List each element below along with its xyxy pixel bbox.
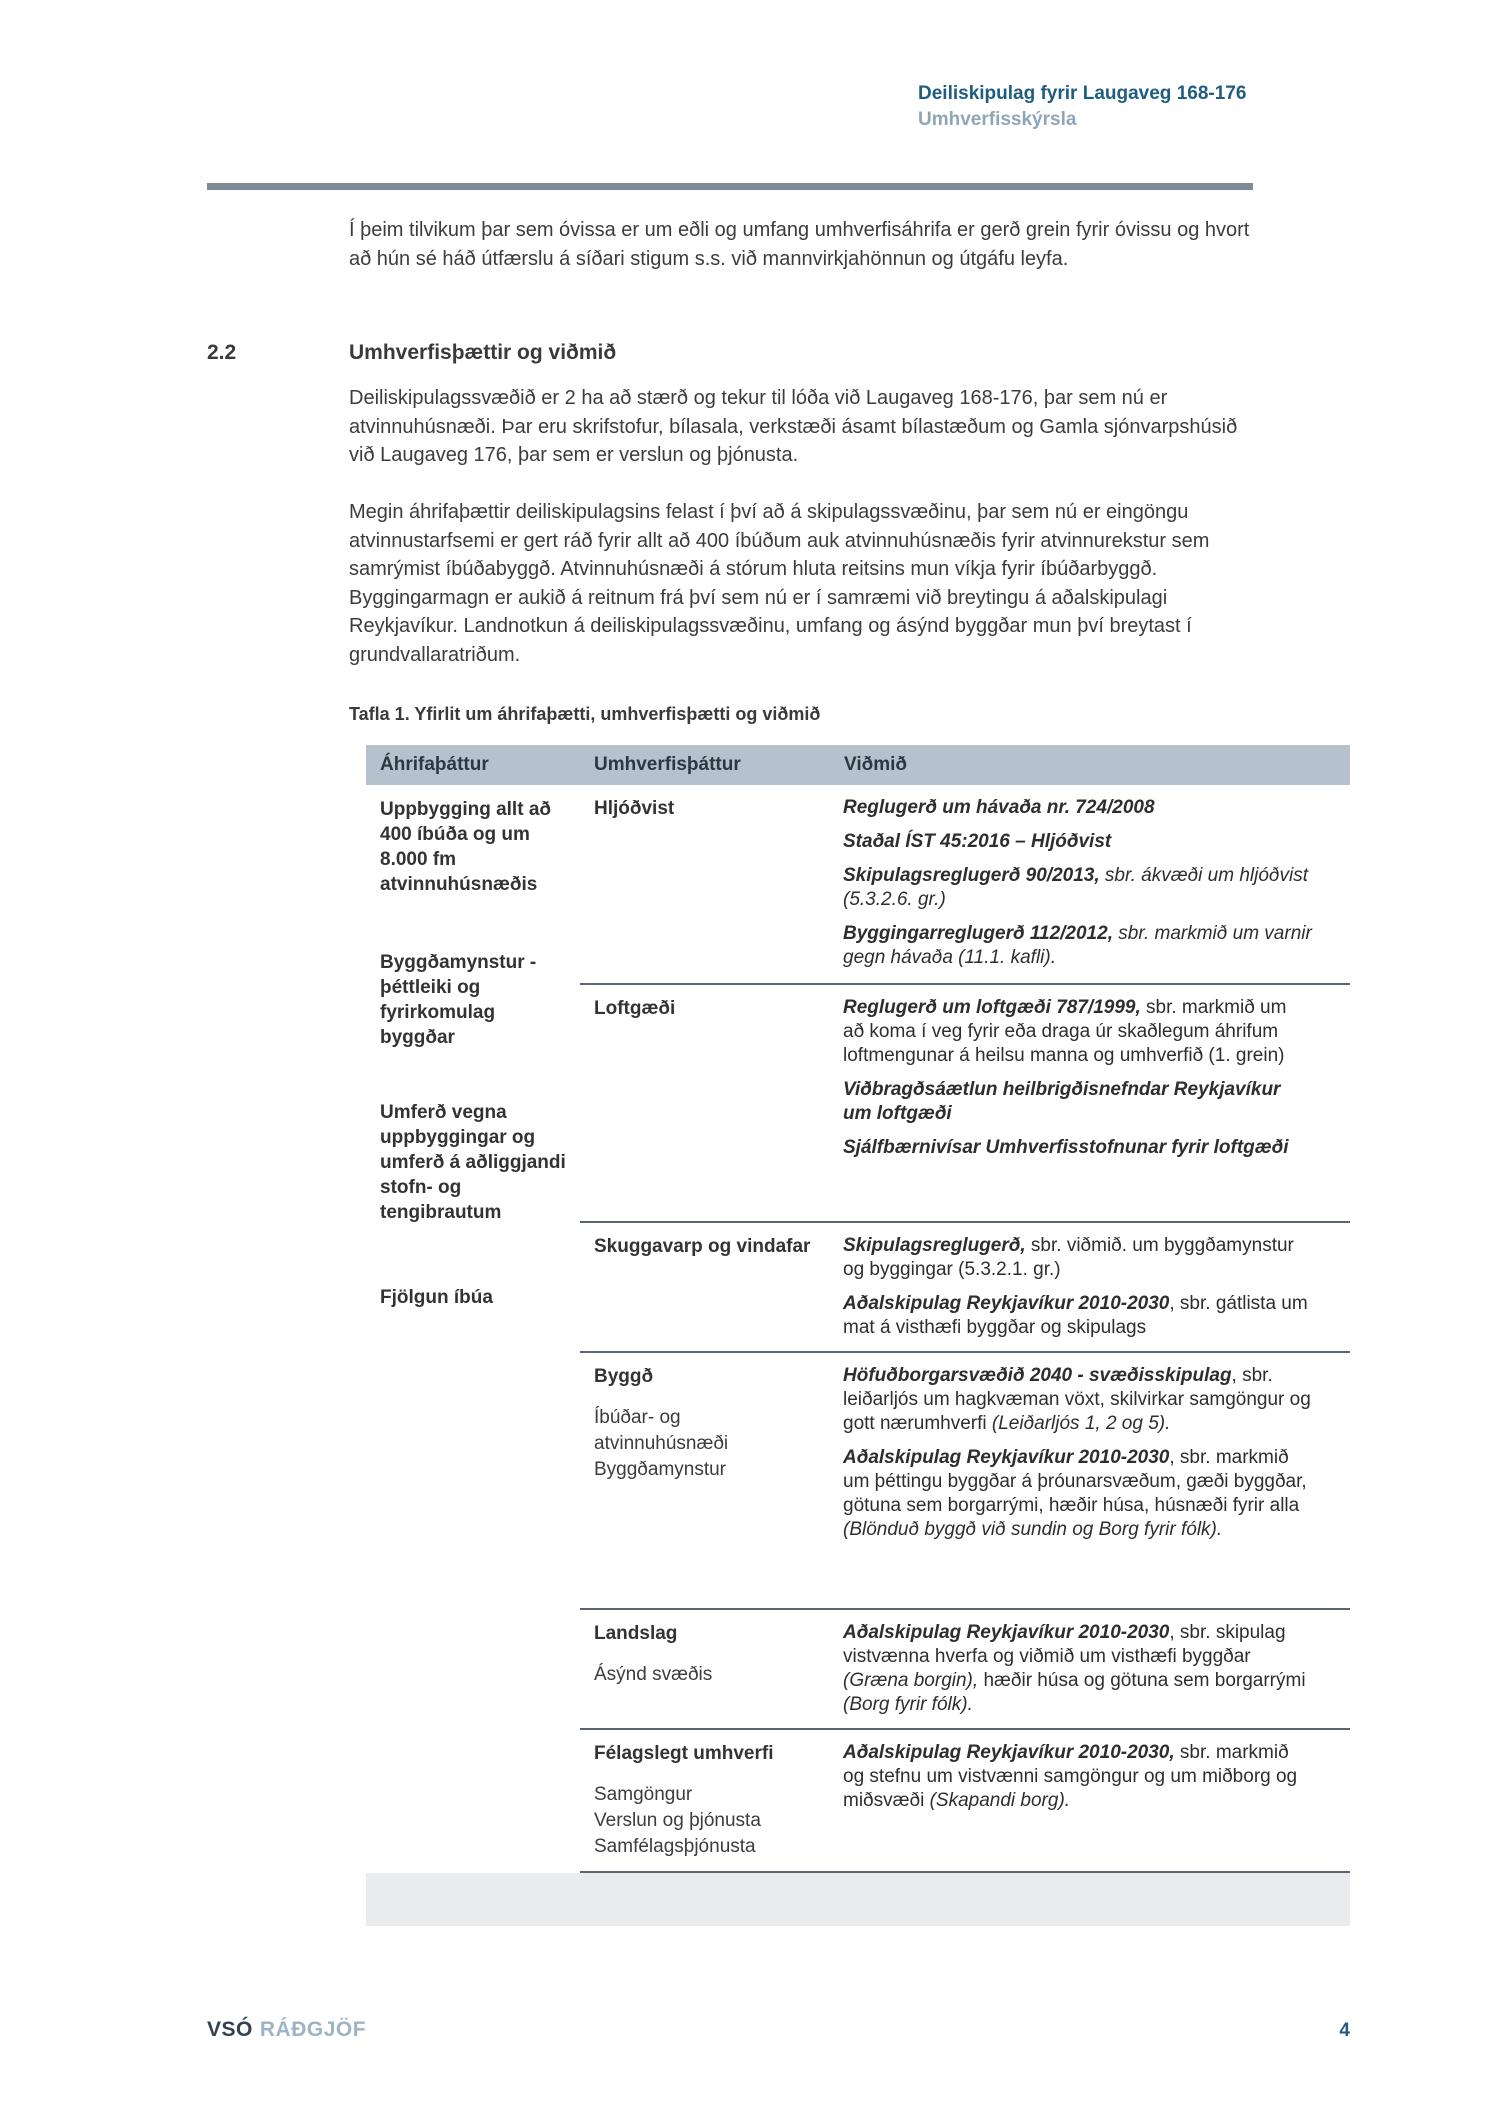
criteria-text-run: sbr. markmið um varnir gegn hávaða (11.1. kafli). xyxy=(843,923,1312,968)
environmental-factor-subline: Ásýnd svæðis xyxy=(594,1664,713,1685)
header-rule xyxy=(207,183,1253,190)
environmental-factor-cell xyxy=(580,1353,830,1608)
criteria-text-run: Aðalskipulag Reykjavíkur 2010-2030 xyxy=(843,1293,1170,1314)
environmental-factor-subline: Verslun og þjónusta xyxy=(594,1810,761,1831)
section-heading xyxy=(207,341,1253,371)
table-row xyxy=(580,985,1350,1223)
criteria-text-run: Reglugerð um hávaða nr. 724/2008 xyxy=(843,797,1155,818)
environmental-factor-subline: Íbúðar- og atvinnuhúsnæði xyxy=(594,1407,729,1454)
environmental-factor-cell xyxy=(580,785,830,983)
environmental-factor-label: Skuggavarp og vindafar xyxy=(594,1236,811,1257)
criteria-text-run: (Blönduð byggð við sundin og Borg fyrir fólk). xyxy=(843,1519,1223,1540)
criteria-text-run: sbr. viðmið. um byggðamynstur og byggingar (5.3.2.1. gr.) xyxy=(843,1235,1294,1280)
table-header-vidmid: Viðmið xyxy=(844,754,907,775)
criteria-text-run: (Borg fyrir fólk). xyxy=(843,1694,973,1715)
environmental-factor-label: Byggð xyxy=(594,1366,654,1387)
table-header-umhverfisthattur: Umhverfisþáttur xyxy=(594,754,741,775)
table-row xyxy=(580,1353,1350,1610)
table-body xyxy=(366,785,1350,1873)
criteria-cell xyxy=(830,1223,1350,1351)
environmental-factor-label: Loftgæði xyxy=(594,998,676,1019)
criteria-paragraph xyxy=(843,830,1312,854)
table-caption: Tafla 1. Yfirlit um áhrifaþætti, umhverfisþætti og viðmið xyxy=(349,704,821,724)
environmental-factor-subline: Samgöngur xyxy=(594,1784,693,1805)
criteria-cell xyxy=(830,785,1350,983)
criteria-paragraph xyxy=(843,1741,1312,1813)
criteria-paragraph xyxy=(843,1234,1312,1282)
criteria-text-run: , sbr. markmið um þéttingu byggðar á þróunarsvæðum, gæði byggðar, götuna sem borgarrými, hæðir húsa, húsnæði fyrir alla xyxy=(843,1447,1307,1516)
environmental-factor-sublabels xyxy=(594,1662,816,1688)
criteria-text-run: Viðbragðsáætlun heilbrigðisnefndar Reykjavíkur um loftgæði xyxy=(843,1079,1281,1124)
criteria-text-run: (Skapandi borg). xyxy=(929,1790,1071,1811)
environmental-factor-label: Félagslegt umhverfi xyxy=(594,1743,774,1764)
criteria-paragraph xyxy=(843,1446,1312,1542)
criteria-text-run: , sbr. leiðarljós um hagkvæman vöxt, skilvirkar samgöngur og gott nærumhverfi xyxy=(843,1365,1311,1434)
criteria-text-run: sbr. ákvæði um hljóðvist (5.3.2.6. gr.) xyxy=(843,865,1308,910)
table-footer-strip xyxy=(366,1873,1350,1926)
header-subtitle: Umhverfisskýrsla xyxy=(918,109,1077,130)
header-title: Deiliskipulag fyrir Laugaveg 168-176 xyxy=(918,83,1247,104)
criteria-text-run: Reglugerð um loftgæði 787/1999, xyxy=(843,997,1141,1018)
table-row xyxy=(580,785,1350,985)
environmental-factor-sublabels xyxy=(594,1782,816,1860)
footer-brand xyxy=(207,2018,366,2042)
criteria-cell xyxy=(830,1610,1350,1728)
criteria-paragraph xyxy=(843,1078,1312,1126)
section-paragraph-1: Deiliskipulagssvæðið er 2 ha að stærð og tekur til lóða við Laugaveg 168-176, þar sem nú er atvinnuhúsnæði. Þar eru skrifstofur, bílasala, verkstæði ásamt bílastæðum og Gamla sjónvarpshúsið við Laugaveg 176, þar sem er verslun og þjónusta. xyxy=(349,387,1238,466)
criteria-paragraph xyxy=(843,1621,1312,1717)
criteria-cell xyxy=(830,1730,1350,1871)
criteria-paragraph xyxy=(843,1136,1312,1160)
environmental-factor-cell xyxy=(580,1610,830,1728)
table-row xyxy=(580,1610,1350,1730)
section-number: 2.2 xyxy=(207,341,237,364)
table-header-ahrifathattur: Áhrifaþáttur xyxy=(380,754,489,775)
criteria-paragraph xyxy=(843,796,1312,820)
table-header-row xyxy=(366,745,1350,785)
criteria-text-run: Aðalskipulag Reykjavíkur 2010-2030, xyxy=(843,1742,1175,1763)
intro-paragraph: Í þeim tilvikum þar sem óvissa er um eðli og umfang umhverfisáhrifa er gerð grein fyrir óvissu og hvort að hún sé háð útfærslu á síðari stigum s.s. við mannvirkjahönnun og útgáfu leyfa. xyxy=(349,219,1250,270)
criteria-paragraph xyxy=(843,864,1312,912)
criteria-cell xyxy=(830,1353,1350,1608)
impact-factor: Fjölgun íbúa xyxy=(380,1287,493,1308)
table-row xyxy=(580,1223,1350,1353)
criteria-paragraph xyxy=(843,1364,1312,1436)
criteria-paragraph xyxy=(843,996,1312,1068)
environmental-factor-subline: Byggðamynstur xyxy=(594,1459,727,1480)
overview-table xyxy=(366,745,1350,1926)
environmental-factor-cell xyxy=(580,1730,830,1871)
document-header xyxy=(918,82,1246,132)
page-number: 4 xyxy=(1339,2020,1350,2041)
criteria-text-run: Byggingarreglugerð 112/2012, xyxy=(843,923,1113,944)
criteria-text-run: , sbr. skipulag vistvænna hverfa og viðmið um visthæfi byggðar xyxy=(843,1622,1286,1667)
environmental-factor-sublabels xyxy=(594,1405,816,1483)
table-rows xyxy=(580,785,1350,1873)
impact-factor: Umferð vegna uppbyggingar og umferð á aðliggjandi stofn- og tengibrautum xyxy=(380,1102,566,1223)
brand-secondary: RÁÐGJÖF xyxy=(259,2018,367,2041)
criteria-text-run: (Leiðarljós 1, 2 og 5). xyxy=(991,1413,1171,1434)
section-title: Umhverfisþættir og viðmið xyxy=(349,341,617,364)
environmental-factor-label: Hljóðvist xyxy=(594,798,675,819)
criteria-paragraph xyxy=(843,922,1312,970)
brand-primary: VSÓ xyxy=(207,2018,253,2041)
environmental-factor-cell xyxy=(580,1223,830,1351)
criteria-text-run: Aðalskipulag Reykjavíkur 2010-2030 xyxy=(843,1622,1170,1643)
criteria-text-run: Staðal ÍST 45:2016 – Hljóðvist xyxy=(843,831,1112,852)
environmental-factor-label: Landslag xyxy=(594,1623,678,1644)
criteria-paragraph xyxy=(843,1292,1312,1340)
environmental-factor-cell xyxy=(580,985,830,1221)
criteria-text-run: Aðalskipulag Reykjavíkur 2010-2030 xyxy=(843,1447,1170,1468)
section-paragraph-2: Megin áhrifaþættir deiliskipulagsins felast í því að á skipulagssvæðinu, þar sem nú er eingöngu atvinnustarfsemi er gert ráð fyrir allt að 400 íbúðum auk atvinnuhúsnæðis fyrir atvinnurekstur sem samrýmist íbúðabyggð. Atvinnuhúsnæði á stórum hluta reitsins mun víkja fyrir íbúðarbyggð. Byggingarmagn er aukið á reitnum frá því sem nú er í samræmi við breytingu á aðalskipulagi Reykjavíkur. Landnotkun á deiliskipulagssvæðinu, umfang og ásýnd byggðar mun því breytast í grundvallaratriðum. xyxy=(349,501,1210,666)
criteria-text-run: hæðir húsa og götuna sem borgarrými xyxy=(978,1670,1306,1691)
criteria-text-run: Sjálfbærnivísar Umhverfisstofnunar fyrir loftgæði xyxy=(843,1137,1289,1158)
criteria-text-run: , sbr. gátlista um mat á visthæfi byggðar og skipulags xyxy=(843,1293,1308,1338)
impact-factor: Byggðamynstur - þéttleiki og fyrirkomulag byggðar xyxy=(380,952,537,1048)
table-row xyxy=(580,1730,1350,1873)
environmental-factor-subline: Samfélagsþjónusta xyxy=(594,1836,756,1857)
criteria-text-run: sbr. markmið og stefnu um vistvænni samgöngur og um miðborg og miðsvæði xyxy=(843,1742,1298,1811)
criteria-text-run: Höfuðborgarsvæðið 2040 - svæðisskipulag xyxy=(843,1365,1232,1386)
criteria-text-run: (Græna borgin), xyxy=(843,1670,979,1691)
criteria-text-run: Skipulagsreglugerð, xyxy=(843,1235,1026,1256)
impact-factor: Uppbygging allt að 400 íbúða og um 8.000 fm atvinnuhúsnæðis xyxy=(380,799,551,895)
criteria-cell xyxy=(830,985,1350,1221)
criteria-text-run: Skipulagsreglugerð 90/2013, xyxy=(843,865,1100,886)
criteria-text-run: sbr. markmið um að koma í veg fyrir eða draga úr skaðlegum áhrifum loftmengunar á heilsu manna og umhverfið (1. grein) xyxy=(843,997,1287,1066)
impact-factor-column xyxy=(366,785,580,1873)
